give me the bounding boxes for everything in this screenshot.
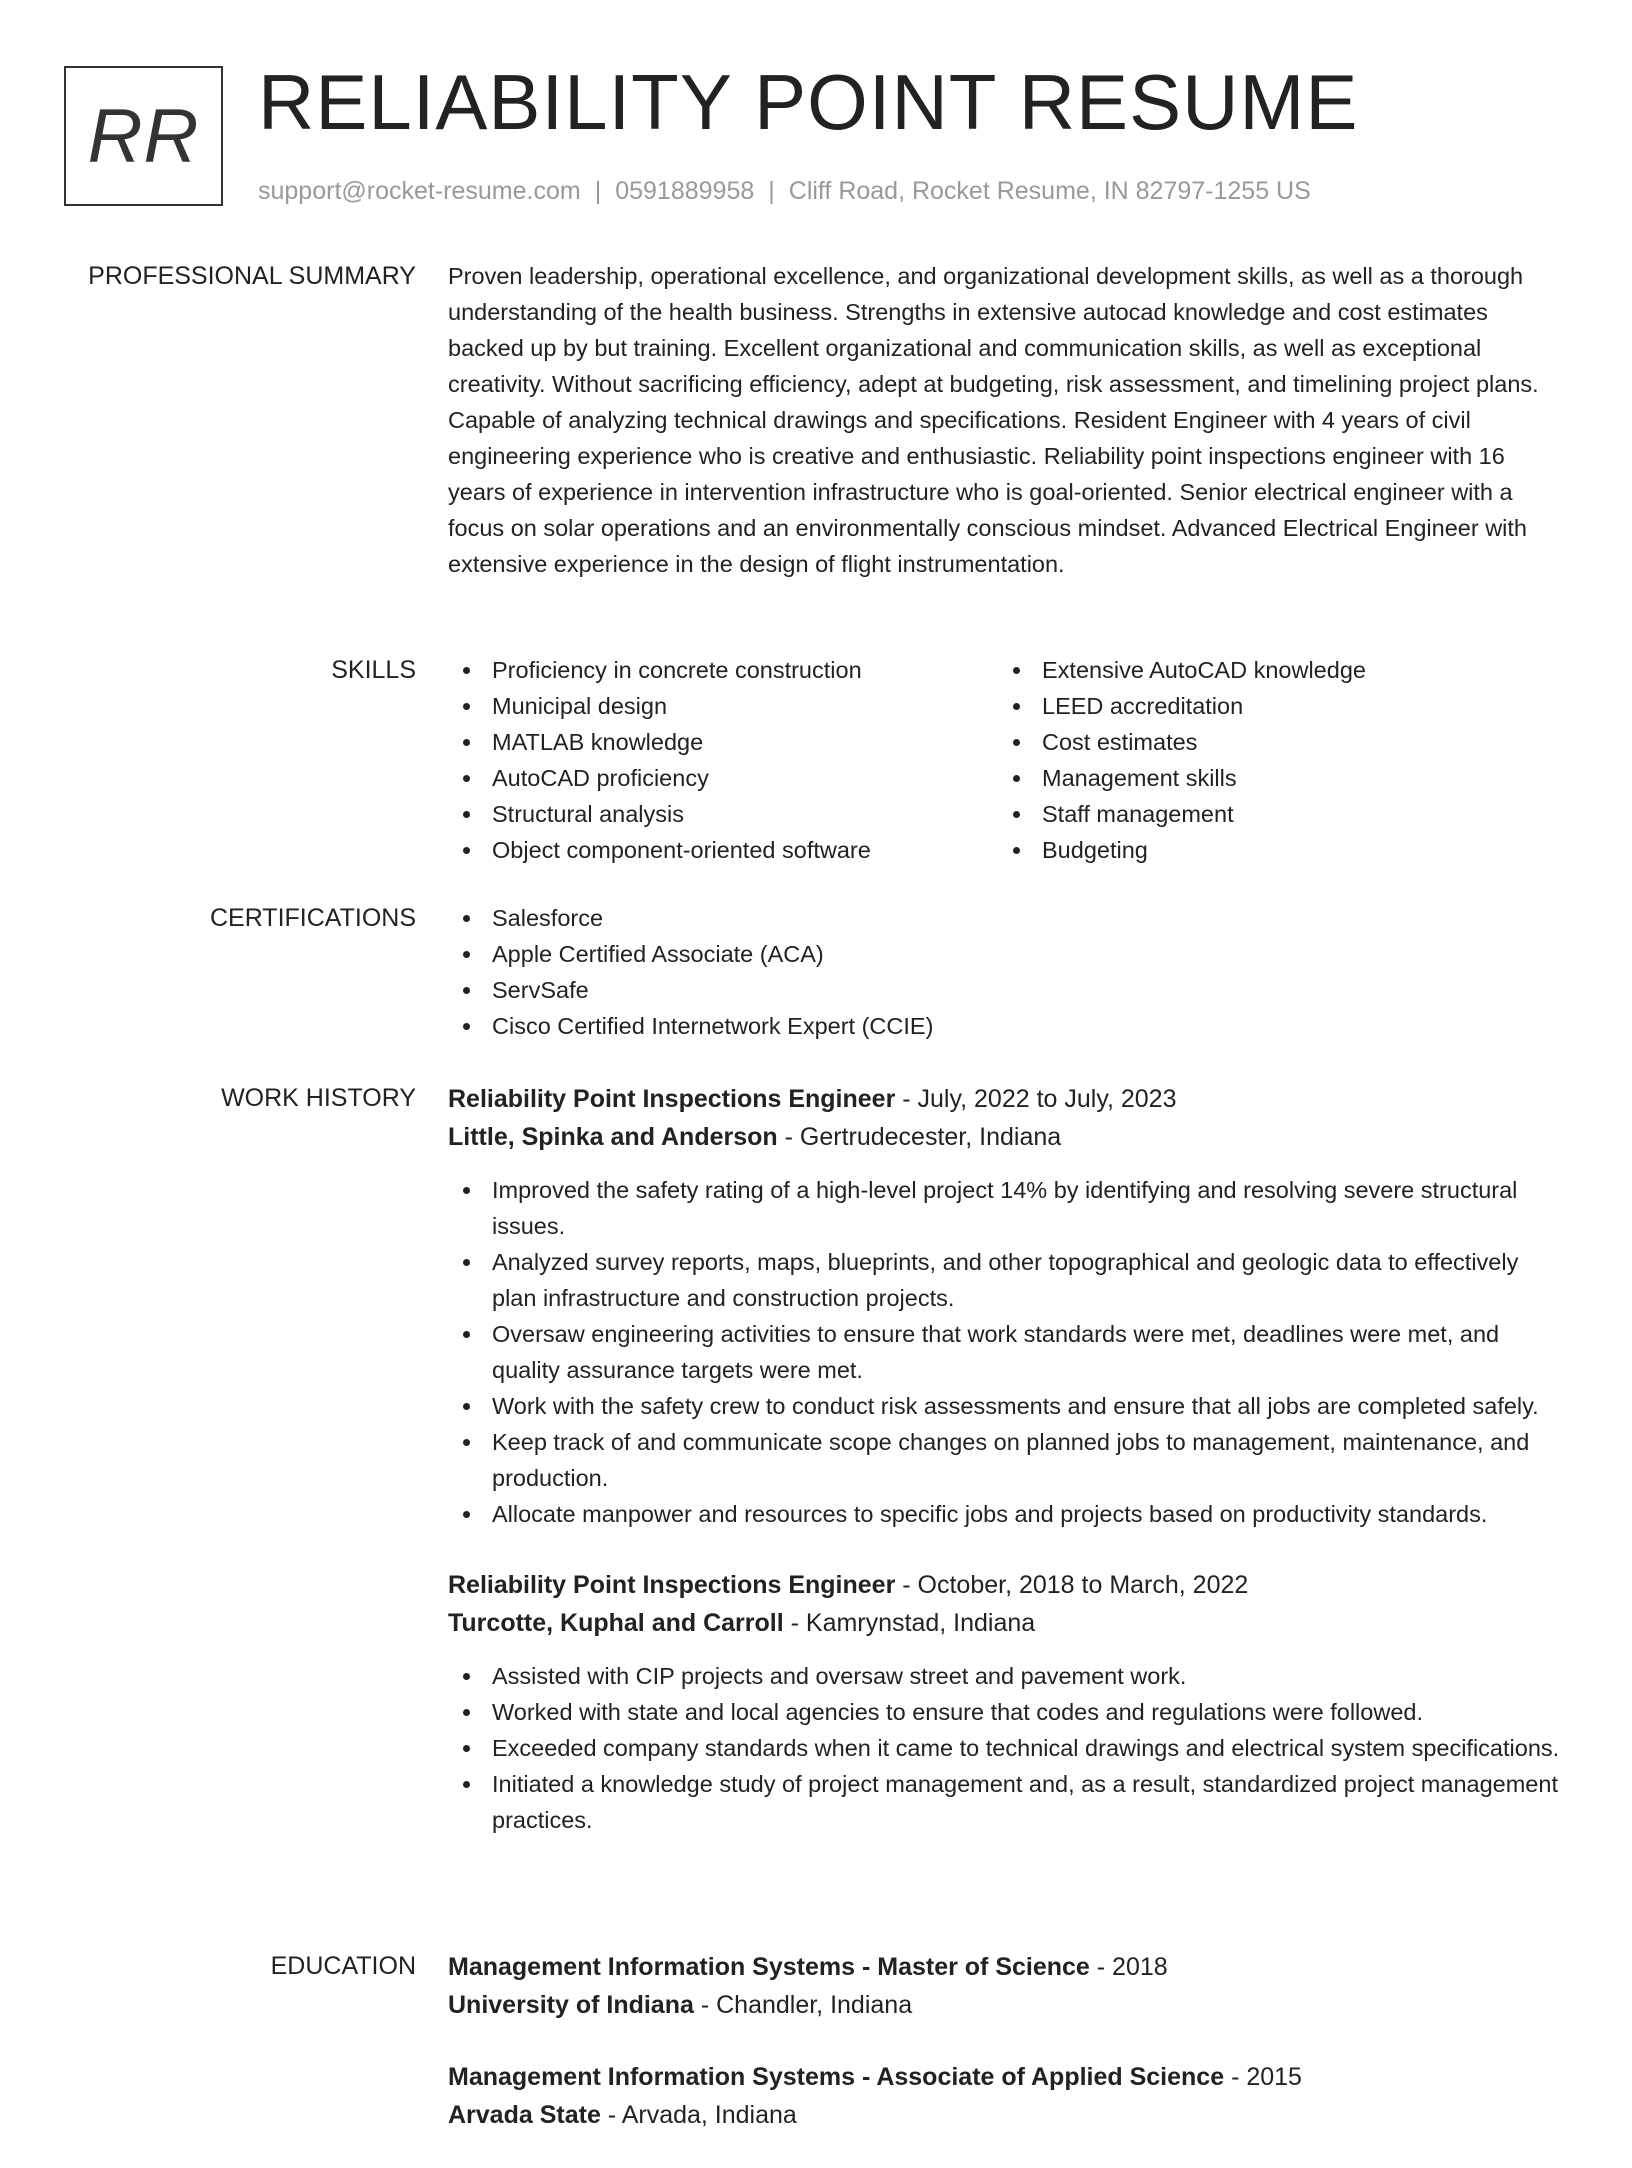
skill-item: Proficiency in concrete construction [448, 652, 998, 688]
job-title-line [448, 1566, 1568, 1604]
education-body [448, 1948, 1568, 2168]
certification-item: Cisco Certified Internetwork Expert (CCIE) [448, 1008, 1568, 1044]
work-history-body [448, 1080, 1568, 1872]
job-bullet: Improved the safety rating of a high-level project 14% by identifying and resolving severe structural issues. [448, 1172, 1568, 1244]
section-label: EDUCATION [270, 1952, 416, 1980]
job-bullet: Assisted with CIP projects and oversaw street and pavement work. [448, 1658, 1568, 1694]
degree: Management Information Systems - Master of Science [448, 1953, 1090, 1981]
job-bullets [448, 1172, 1568, 1532]
company-name: Turcotte, Kuphal and Carroll [448, 1609, 784, 1637]
job-dates: - October, 2018 to March, 2022 [895, 1571, 1249, 1599]
monogram-logo: RR [64, 66, 223, 206]
skill-item: Budgeting [998, 832, 1548, 868]
skill-item: Extensive AutoCAD knowledge [998, 652, 1548, 688]
school-line [448, 1986, 1568, 2024]
job-entry [448, 1566, 1568, 1838]
school-line [448, 2096, 1568, 2134]
school-location: - Chandler, Indiana [693, 1991, 913, 2019]
summary-text: Proven leadership, operational excellence, and organizational development skills, as well as a thorough understanding of the health business. Strengths in extensive autocad knowledge and cost estimates backed up by but training. Excellent organizational and communication skills, as well as exceptional creativity. Without sacrificing efficiency, adept at budgeting, risk assessment, and timelining project plans. Capable of analyzing technical drawings and specifications. Resident Engineer with 4 years of civil engineering experience who is creative and enthusiastic. Reliability point inspections engineer with 16 years of experience in intervention infrastructure who is goal-oriented. Senior electrical engineer with a focus on solar operations and an environmentally conscious mindset. Advanced Electrical Engineer with extensive experience in the design of flight instrumentation. [448, 263, 1539, 577]
job-bullet: Work with the safety crew to conduct risk assessments and ensure that all jobs are completed safely. [448, 1388, 1568, 1424]
skill-item: Staff management [998, 796, 1548, 832]
job-bullet: Allocate manpower and resources to specific jobs and projects based on productivity standards. [448, 1496, 1568, 1532]
phone[interactable]: 0591889958 [615, 177, 755, 205]
skill-item: LEED accreditation [998, 688, 1548, 724]
job-title: Reliability Point Inspections Engineer [448, 1085, 896, 1113]
school-name: Arvada State [448, 2101, 601, 2129]
certifications-body [448, 900, 1568, 1044]
degree-year: - 2018 [1089, 1953, 1168, 1981]
job-title: Reliability Point Inspections Engineer [448, 1571, 896, 1599]
email[interactable]: support@rocket-resume.com [258, 177, 581, 205]
certification-item: ServSafe [448, 972, 1568, 1008]
school-name: University of Indiana [448, 1991, 694, 2019]
company-location: - Gertrudecester, Indiana [777, 1123, 1062, 1151]
section-label: WORK HISTORY [221, 1084, 416, 1112]
skills-list-right [998, 652, 1548, 868]
education-entry [448, 1948, 1568, 2024]
job-company-line [448, 1604, 1568, 1642]
job-bullet: Keep track of and communicate scope changes on planned jobs to management, maintenance, and production. [448, 1424, 1568, 1496]
degree-year: - 2015 [1224, 2063, 1302, 2091]
skill-item: AutoCAD proficiency [448, 760, 998, 796]
skills-columns [448, 652, 1568, 868]
resume-title: RELIABILITY POINT RESUME [258, 58, 1359, 146]
job-bullet: Initiated a knowledge study of project management and, as a result, standardized project management practices. [448, 1766, 1568, 1838]
degree-line [448, 1948, 1568, 1986]
job-company-line [448, 1118, 1568, 1156]
section-label: CERTIFICATIONS [209, 904, 416, 932]
section-label: SKILLS [331, 656, 416, 684]
certification-item: Apple Certified Associate (ACA) [448, 936, 1568, 972]
education-entry [448, 2058, 1568, 2134]
job-bullet: Oversaw engineering activities to ensure that work standards were met, deadlines were met, and quality assurance targets were met. [448, 1316, 1568, 1388]
job-entry [448, 1080, 1568, 1532]
job-bullet: Analyzed survey reports, maps, blueprints, and other topographical and geologic data to effectively plan infrastructure and construction projects. [448, 1244, 1568, 1316]
job-title-line [448, 1080, 1568, 1118]
skill-item: Management skills [998, 760, 1548, 796]
summary-body [448, 258, 1568, 582]
separator: | [594, 177, 602, 205]
address: Cliff Road, Rocket Resume, IN 82797-1255 US [788, 177, 1311, 205]
degree-line [448, 2058, 1568, 2096]
skill-item: Cost estimates [998, 724, 1548, 760]
job-dates: - July, 2022 to July, 2023 [895, 1085, 1177, 1113]
skill-item: Municipal design [448, 688, 998, 724]
skills-list-left [448, 652, 998, 868]
contact-line [258, 174, 1311, 208]
job-bullets [448, 1658, 1568, 1838]
separator: | [768, 177, 775, 205]
skill-item: MATLAB knowledge [448, 724, 998, 760]
job-bullet: Exceeded company standards when it came to technical drawings and electrical system specifications. [448, 1730, 1568, 1766]
certification-item: Salesforce [448, 900, 1568, 936]
company-name: Little, Spinka and Anderson [448, 1123, 778, 1151]
company-location: - Kamrynstad, Indiana [783, 1609, 1036, 1637]
degree: Management Information Systems - Associate of Applied Science [448, 2063, 1225, 2091]
skill-item: Object component-oriented software [448, 832, 998, 868]
section-label: PROFESSIONAL SUMMARY [88, 262, 416, 290]
school-location: - Arvada, Indiana [600, 2101, 797, 2129]
skill-item: Structural analysis [448, 796, 998, 832]
job-bullet: Worked with state and local agencies to ensure that codes and regulations were followed. [448, 1694, 1568, 1730]
certifications-list [448, 900, 1568, 1044]
